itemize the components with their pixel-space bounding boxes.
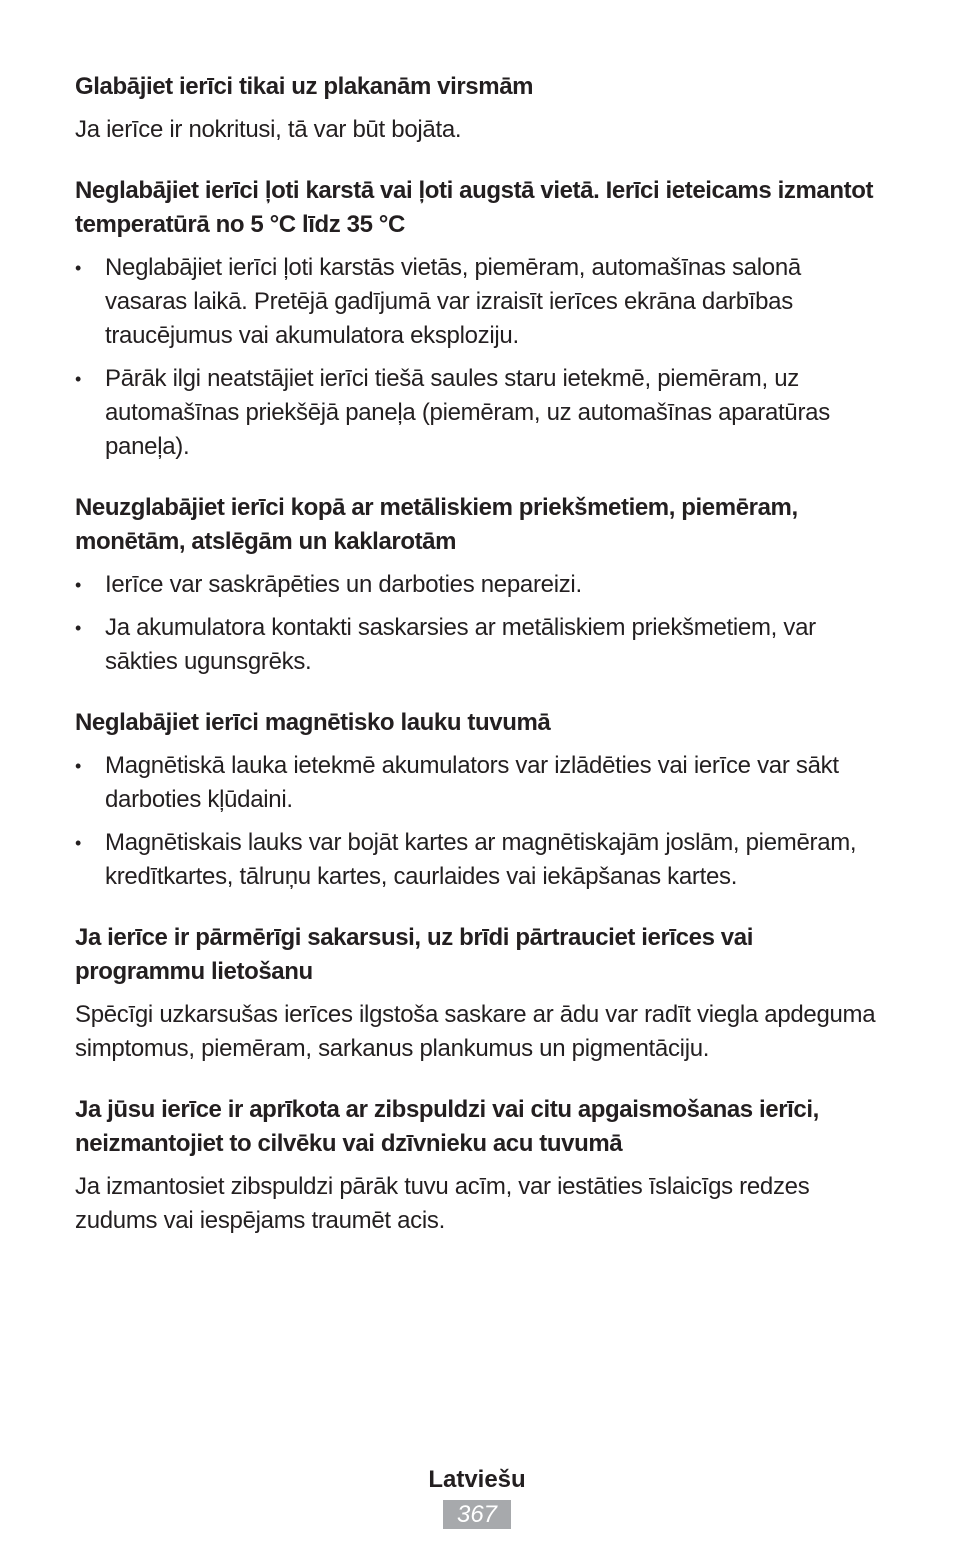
section-heading: Neuzglabājiet ierīci kopā ar metāliskiem priekšmetiem, piemēram, monētām, atslēgām un kaklarotām bbox=[75, 494, 798, 555]
bullet-icon: • bbox=[75, 575, 82, 595]
bullet-icon: • bbox=[75, 833, 82, 853]
list-item bbox=[75, 251, 885, 353]
list-item-text: Magnētiskais lauks var bojāt kartes ar magnētiskajām joslām, piemēram, kredītkartes, tālruņu kartes, caurlaides vai iekāpšanas kartes. bbox=[105, 829, 857, 890]
bullet-icon: • bbox=[75, 756, 82, 776]
list-item bbox=[75, 611, 885, 679]
footer-language: Latviešu bbox=[428, 1466, 526, 1493]
list-item-text: Ierīce var saskrāpēties un darboties nepareizi. bbox=[105, 571, 582, 598]
section-heading: Ja jūsu ierīce ir aprīkota ar zibspuldzi vai citu apgaismošanas ierīci, neizmantojiet to cilvēku vai dzīvnieku acu tuvumā bbox=[75, 1096, 819, 1157]
list-item bbox=[75, 749, 885, 817]
list-item-text: Magnētiskā lauka ietekmē akumulators var izlādēties vai ierīce var sākt darboties kļūdaini. bbox=[105, 752, 839, 813]
section-paragraph: Ja ierīce ir nokritusi, tā var būt bojāta. bbox=[75, 116, 462, 143]
page-number: 367 bbox=[443, 1500, 511, 1529]
list-item-text: Neglabājiet ierīci ļoti karstās vietās, piemēram, automašīnas salonā vasaras laikā. Pretējā gadījumā var izraisīt ierīces ekrāna darbības traucējumus vai akumulatora eksploziju. bbox=[105, 254, 801, 349]
section-heading: Glabājiet ierīci tikai uz plakanām virsmām bbox=[75, 73, 534, 100]
list-item-text: Pārāk ilgi neatstājiet ierīci tiešā saules staru ietekmē, piemēram, uz automašīnas priekšējā paneļa (piemēram, uz automašīnas aparatūras paneļa). bbox=[105, 365, 830, 460]
section-overheating bbox=[75, 921, 885, 1066]
bullet-icon: • bbox=[75, 369, 82, 389]
bullet-icon: • bbox=[75, 258, 82, 278]
section-heading: Neglabājiet ierīci ļoti karstā vai ļoti augstā vietā. Ierīci ieteicams izmantot temperatūrā no 5 °C līdz 35 °C bbox=[75, 177, 874, 238]
section-heading: Neglabājiet ierīci magnētisko lauku tuvumā bbox=[75, 709, 551, 736]
section-flash bbox=[75, 1093, 885, 1238]
list-item-text: Ja akumulatora kontakti saskarsies ar metāliskiem priekšmetiem, var sākties ugunsgrēks. bbox=[105, 614, 816, 675]
section-flat-surface bbox=[75, 70, 885, 147]
list-item bbox=[75, 362, 885, 464]
section-paragraph: Ja izmantosiet zibspuldzi pārāk tuvu acīm, var iestāties īslaicīgs redzes zudums vai iespējams traumēt acis. bbox=[75, 1173, 810, 1234]
list-item bbox=[75, 826, 885, 894]
section-temperature bbox=[75, 174, 885, 464]
bullet-list bbox=[75, 251, 885, 464]
section-heading: Ja ierīce ir pārmērīgi sakarsusi, uz brīdi pārtrauciet ierīces vai programmu lietošanu bbox=[75, 924, 753, 985]
document-body bbox=[75, 70, 885, 1265]
section-metal-objects bbox=[75, 491, 885, 679]
section-paragraph: Spēcīgi uzkarsušas ierīces ilgstoša saskare ar ādu var radīt viegla apdeguma simptomus, piemēram, sarkanus plankumus un pigmentāciju. bbox=[75, 1001, 876, 1062]
page-footer bbox=[0, 1463, 954, 1529]
list-item bbox=[75, 568, 885, 602]
bullet-list bbox=[75, 568, 885, 679]
bullet-icon: • bbox=[75, 618, 82, 638]
bullet-list bbox=[75, 749, 885, 894]
section-magnetic-fields bbox=[75, 706, 885, 894]
